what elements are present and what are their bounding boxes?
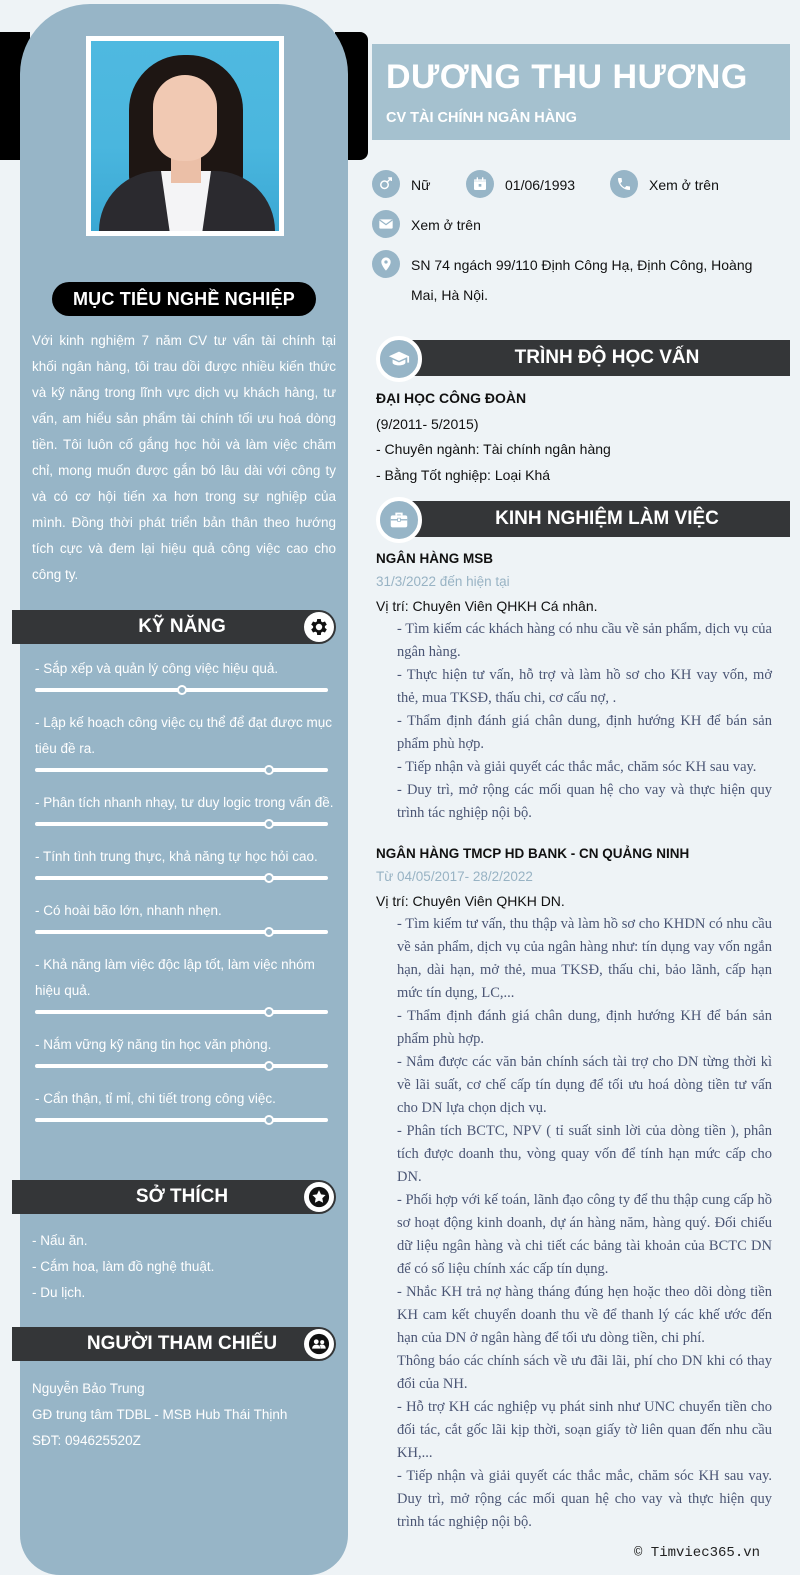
education-period: (9/2011- 5/2015) <box>376 415 479 432</box>
job-period: 31/3/2022 đến hiện tại <box>376 574 510 589</box>
skill-level-knob <box>264 1061 274 1071</box>
skill-text: - Nắm vững kỹ năng tin học văn phòng. <box>35 1037 272 1052</box>
experience-heading: KINH NGHIỆM LÀM VIỆC <box>495 508 719 529</box>
profile-photo <box>86 36 284 236</box>
gender-icon <box>372 170 400 198</box>
footer-watermark: © Timviec365.vn <box>634 1545 761 1561</box>
references-info <box>32 1376 287 1454</box>
school-name: ĐẠI HỌC CÔNG ĐOÀN <box>376 390 527 406</box>
skill-text: - Có hoài bão lớn, nhanh nhẹn. <box>35 903 222 918</box>
skills-heading: KỸ NĂNG <box>138 616 226 637</box>
job-entry <box>376 843 772 1534</box>
education-content <box>376 386 776 488</box>
skill-bar <box>35 822 328 826</box>
skill-level-knob <box>264 765 274 775</box>
company-name: NGÂN HÀNG TMCP HD BANK - CN QUẢNG NINH <box>376 846 690 861</box>
skill-item <box>35 656 335 692</box>
objective-heading: MỤC TIÊU NGHỀ NGHIỆP <box>52 282 316 316</box>
duty-item: - Phân tích BCTC, NPV ( tỉ suất sinh lời của dòng tiền ), phân tích được doanh thu, vòng quay vốn để tính hạn mức cấp cho DN. <box>397 1123 772 1185</box>
skill-text: - Tính tình trung thực, khả năng tự học hỏi cao. <box>35 849 318 864</box>
sidebar <box>20 4 348 1575</box>
objective-text: Với kinh nghiệm 7 năm CV tư vấn tài chính tại khối ngân hàng, tôi trau dồi được nhiều kiến thức và kỹ năng trong lĩnh vực dịch vụ khách hàng, tư vấn, am hiểu sản phẩm tài chính tối ưu hoá dòng tiền. Tôi luôn cố gắng học hỏi và làm việc chăm chỉ, mong muốn được gắn bó lâu dài với công ty và có cơ hội tiến xa hơn trong sự nghiệp của mình. Đồng thời phát triển bản thân theo hướng tích cực và đem lại hiệu quả công việc cao cho công ty. <box>32 333 336 582</box>
duty-item: - Thẩm định đánh giá chân dung, định hướng KH để bán sản phẩm phù hợp. <box>397 1008 772 1047</box>
people-icon <box>304 1329 334 1359</box>
skill-level-knob <box>264 819 274 829</box>
duty-item: - Thẩm định đánh giá chân dung, định hướng KH để bán sản phẩm phù hợp. <box>397 713 772 752</box>
skills-list <box>35 656 335 1140</box>
skill-bar <box>35 1118 328 1122</box>
skill-bar <box>35 1064 328 1068</box>
duty-item: - Tiếp nhận và giải quyết các thắc mắc, chăm sóc KH sau vay. Duy trì, mở rộng các mối quan hệ cho vay và thực hiện quy trình tác nghiệp nội bộ. <box>397 1468 772 1530</box>
skill-level-knob <box>264 1007 274 1017</box>
skill-bar <box>35 768 328 772</box>
references-heading-bar <box>12 1327 336 1361</box>
briefcase-icon <box>376 497 422 543</box>
skills-heading-bar <box>12 610 336 644</box>
education-degree: - Bằng Tốt nghiệp: Loại Khá <box>376 466 551 483</box>
skill-item <box>35 898 335 934</box>
hobby-item: - Du lịch. <box>32 1285 86 1300</box>
skill-item <box>35 1086 335 1122</box>
skill-text: - Sắp xếp và quản lý công việc hiệu quả. <box>35 661 279 676</box>
skill-bar <box>35 876 328 880</box>
address-line-1: SN 74 ngách 99/110 Định Công Hạ, Định Công, Hoàng <box>411 257 753 273</box>
phone-value: Xem ở trên <box>649 177 719 193</box>
skill-item <box>35 844 335 880</box>
email-value: Xem ở trên <box>411 217 481 233</box>
skill-item <box>35 1032 335 1068</box>
skill-item <box>35 790 335 826</box>
duty-item: - Tiếp nhận và giải quyết các thắc mắc, chăm sóc KH sau vay. <box>397 759 757 775</box>
hobbies-list <box>32 1228 214 1306</box>
header-band <box>372 44 790 140</box>
skill-bar <box>35 1010 328 1014</box>
education-major: - Chuyên ngành: Tài chính ngân hàng <box>376 441 611 457</box>
skill-bar <box>35 688 328 692</box>
company-name: NGÂN HÀNG MSB <box>376 551 493 566</box>
duty-item: - Nắm được các văn bản chính sách tài trợ cho DN từng thời kì về lãi suất, cơ chế cấp tín dụng để tối ưu hoá dòng tiền tư vấn cho DN lựa chọn dịch vụ. <box>397 1054 772 1116</box>
hobby-item: - Nấu ăn. <box>32 1233 88 1248</box>
skill-level-knob <box>177 685 187 695</box>
hobbies-heading-bar <box>12 1180 336 1214</box>
candidate-name: DƯƠNG THU HƯƠNG <box>386 58 748 96</box>
skill-item <box>35 952 335 1014</box>
duty-item: - Tìm kiếm các khách hàng có nhu cầu về sản phẩm, dịch vụ của ngân hàng. <box>397 621 772 660</box>
duty-item: - Thực hiện tư vấn, hỗ trợ và làm hồ sơ cho KH vay vốn, mở thẻ, mua TKSĐ, thấu chi, cơ cấu nợ, . <box>397 667 772 706</box>
education-heading: TRÌNH ĐỘ HỌC VẤN <box>514 347 700 368</box>
address-line-2: Mai, Hà Nội. <box>411 287 489 303</box>
duty-item: - Duy trì, mở rộng các mối quan hệ cho vay và thực hiện quy trình tác nghiệp nội bộ. <box>397 782 772 821</box>
gear-icon <box>304 612 334 642</box>
graduation-cap-icon <box>376 336 422 382</box>
email-icon <box>372 210 400 238</box>
skill-text: - Phân tích nhanh nhạy, tư duy logic trong vấn đề. <box>35 795 334 810</box>
job-position: Vị trí: Chuyên Viên QHKH DN. <box>376 893 565 909</box>
skill-text: - Cẩn thận, tỉ mỉ, chi tiết trong công việc. <box>35 1091 276 1106</box>
duty-item: - Nhắc KH trả nợ hàng tháng đúng hẹn hoặc theo dõi dòng tiền KH cam kết chuyển doanh thu về để thanh lý các khế ước đến hạn của DN ở ngân hàng để tối ưu dòng tiền, chi phí. <box>397 1284 772 1346</box>
duty-item: Thông báo các chính sách về ưu đãi lãi, phí cho DN khi có thay đổi của NH. <box>397 1353 772 1392</box>
reference-phone: SĐT: 094625520Z <box>32 1433 141 1448</box>
duty-item: - Tìm kiếm tư vấn, thu thập và làm hồ sơ cho KHDN có nhu cầu về sản phẩm, dịch vụ của ngân hàng như: tín dụng vay vốn ngắn hạn, dài hạn, mở thẻ, mua TKSĐ, thấu chi, bảo lãnh, cấp hạn mức tín dụng, LC,... <box>397 916 772 1001</box>
skill-text: - Khả năng làm việc độc lập tốt, làm việc nhóm hiệu quả. <box>35 957 315 998</box>
job-period: Từ 04/05/2017- 28/2/2022 <box>376 869 533 884</box>
education-heading-bar <box>376 336 790 380</box>
reference-role: GĐ trung tâm TDBL - MSB Hub Thái Thịnh <box>32 1407 288 1422</box>
experience-content <box>376 548 772 1534</box>
location-pin-icon <box>372 250 400 278</box>
job-duties <box>376 618 772 825</box>
experience-heading-bar <box>376 497 790 541</box>
birthdate-value: 01/06/1993 <box>505 177 576 193</box>
reference-name: Nguyễn Bảo Trung <box>32 1381 145 1396</box>
duty-item: - Phối hợp với kế toán, lãnh đạo công ty để thu thập cung cấp hồ sơ hoạt động kinh doanh, dự án hàng năm, hàng quý. Đối chiếu dữ liệu ngân hàng và chi tiết các bảng tài khoản của BCTC DN để có số liệu chính xác cấp tín dụng. <box>397 1192 772 1277</box>
job-position: Vị trí: Chuyên Viên QHKH Cá nhân. <box>376 598 598 614</box>
duty-item: - Hỗ trợ KH các nghiệp vụ phát sinh như UNC chuyển tiền cho đối tác, cắt gốc lãi kịp thời, soạn giấy tờ liên quan đến nhu cầu KH,... <box>397 1399 772 1461</box>
gender-value: Nữ <box>411 177 431 193</box>
calendar-icon <box>466 170 494 198</box>
skill-bar <box>35 930 328 934</box>
hobby-item: - Cắm hoa, làm đồ nghệ thuật. <box>32 1259 215 1274</box>
skill-level-knob <box>264 1115 274 1125</box>
skill-item <box>35 710 335 772</box>
skill-text: - Lập kế hoạch công việc cụ thể để đạt được mục tiêu đề ra. <box>35 715 333 756</box>
job-duties <box>376 913 772 1534</box>
hobbies-heading: SỞ THÍCH <box>135 1186 229 1207</box>
star-icon <box>304 1182 334 1212</box>
references-heading: NGƯỜI THAM CHIẾU <box>86 1333 278 1354</box>
job-entry <box>376 548 772 825</box>
phone-icon <box>610 170 638 198</box>
skill-level-knob <box>264 927 274 937</box>
skill-level-knob <box>264 873 274 883</box>
cv-title: CV TÀI CHÍNH NGÂN HÀNG <box>386 110 577 126</box>
